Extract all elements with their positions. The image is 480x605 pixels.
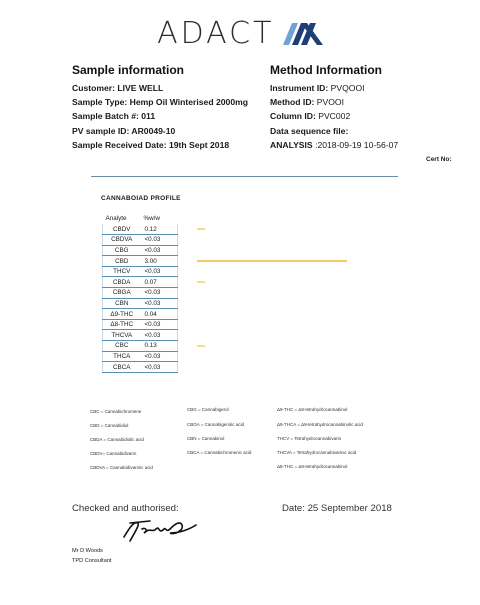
table-row bbox=[103, 351, 178, 362]
analyte-cell: THCVA bbox=[103, 330, 141, 341]
analyte-cell: CBDVA bbox=[103, 235, 141, 246]
legend-item: CBGA = Cannabigerolic acid bbox=[187, 422, 245, 427]
profile-bar bbox=[197, 260, 347, 262]
sample-info-heading: Sample information bbox=[72, 63, 185, 77]
checked-authorised-label: Checked and authorised: bbox=[72, 503, 179, 514]
adact-mark-icon bbox=[283, 23, 323, 45]
value-cell: <0.03 bbox=[141, 298, 178, 309]
legend-item: CBD = Cannabidiol bbox=[90, 423, 129, 428]
value-cell: <0.03 bbox=[141, 288, 178, 299]
analyte-cell: THCA bbox=[103, 351, 141, 362]
value-cell: <0.03 bbox=[141, 235, 178, 246]
table-row bbox=[103, 298, 178, 309]
value-cell: <0.03 bbox=[141, 319, 178, 330]
analyte-cell: Δ9-THC bbox=[103, 309, 141, 320]
analyte-header: Analyte bbox=[105, 215, 127, 222]
value-cell: 0.04 bbox=[141, 309, 178, 320]
analyte-cell: CBG bbox=[103, 245, 141, 256]
pv-sample-id-line: PV sample ID: AR0049-10 bbox=[72, 125, 176, 136]
method-info-heading: Method Information bbox=[270, 63, 382, 77]
data-sequence-line: Data sequence file: bbox=[270, 125, 349, 136]
table-row bbox=[103, 235, 178, 246]
ww-header: %w/w bbox=[143, 215, 160, 222]
legend-item: Δ9-THCA = Δ9-tetrahydrocannabinolic acid bbox=[277, 422, 363, 427]
value-cell: 0.07 bbox=[141, 277, 178, 288]
analyte-cell: THCV bbox=[103, 266, 141, 277]
legend-item: CBDA = Cannabidiolic acid bbox=[90, 437, 144, 442]
table-row bbox=[103, 309, 178, 320]
table-row bbox=[103, 277, 178, 288]
legend-item: CBCA = Cannabichromenic acid bbox=[187, 450, 252, 455]
column-id-line: Column ID: PVC002 bbox=[270, 111, 351, 122]
table-row bbox=[103, 245, 178, 256]
cannabinoid-profile-table bbox=[102, 213, 178, 373]
legend-item: CBC = Cannabichromene bbox=[90, 409, 142, 414]
analyte-cell: CBCA bbox=[103, 362, 141, 373]
value-cell: <0.03 bbox=[141, 266, 178, 277]
cert-no-label: Cert No: bbox=[426, 156, 452, 163]
table-row bbox=[103, 224, 178, 235]
customer-line: Customer: LIVE WELL bbox=[72, 83, 164, 93]
analyte-cell: CBN bbox=[103, 298, 141, 309]
table-row bbox=[103, 362, 178, 373]
table-row bbox=[103, 330, 178, 341]
legend-item: THCVA = Tetrahydrocannabivarinic acid bbox=[277, 450, 357, 455]
analysis-line: ANALYSIS :2018-09-19 10-56-07 bbox=[270, 139, 399, 150]
legend-item: CBN = Cannabinol bbox=[187, 436, 225, 441]
signature-icon bbox=[120, 515, 200, 545]
value-cell: <0.03 bbox=[141, 245, 178, 256]
legend-item: Δ8-THC = Δ8-tetrahydrocannabinol bbox=[277, 464, 348, 469]
table-row bbox=[103, 341, 178, 352]
table-header-row bbox=[103, 213, 178, 224]
profile-bar bbox=[197, 281, 205, 283]
instrument-id-line: Instrument ID: PVQOOI bbox=[270, 83, 365, 93]
sample-batch-line: Sample Batch #: 011 bbox=[72, 111, 156, 122]
method-id-line: Method ID: PVOOI bbox=[270, 97, 345, 108]
analyte-cell: CBC bbox=[103, 341, 141, 352]
legend-item: CBG = Cannabigerol bbox=[187, 407, 229, 412]
profile-bar bbox=[197, 228, 205, 230]
profile-bar bbox=[197, 345, 205, 347]
analyte-cell: CBDA bbox=[103, 277, 141, 288]
legend-item: Δ9-THC = Δ9-tetrahydrocannabinol bbox=[277, 407, 348, 412]
analyte-cell: Δ8-THC bbox=[103, 319, 141, 330]
table-row bbox=[103, 288, 178, 299]
table-row bbox=[103, 266, 178, 277]
profile-title: CANNABOIAD PROFILE bbox=[101, 195, 181, 202]
adact-logo bbox=[0, 16, 480, 51]
value-cell: <0.03 bbox=[141, 362, 178, 373]
divider-rule bbox=[91, 176, 398, 177]
value-cell: <0.03 bbox=[141, 351, 178, 362]
table-row bbox=[103, 319, 178, 330]
analyte-cell: CBDV bbox=[103, 224, 141, 235]
analyte-cell: CBGA bbox=[103, 288, 141, 299]
value-cell: <0.03 bbox=[141, 330, 178, 341]
received-date-line: Sample Received Date: 19th Sept 2018 bbox=[72, 139, 230, 150]
legend-item: CBDV= Cannabidivarin bbox=[90, 451, 137, 456]
sample-type-line: Sample Type: Hemp Oil Winterised 2000mg bbox=[72, 97, 248, 108]
method-information bbox=[270, 63, 470, 152]
value-cell: 3.00 bbox=[141, 256, 178, 267]
logo-text: ADACT bbox=[157, 16, 275, 51]
value-cell: 0.13 bbox=[141, 341, 178, 352]
legend-item: CBDVA = Cannabidivarinic acid bbox=[90, 465, 153, 470]
value-cell: 0.12 bbox=[141, 224, 178, 235]
authorised-date: Date: 25 September 2018 bbox=[282, 503, 392, 514]
signer-name: Mr D Woods bbox=[72, 548, 103, 554]
sample-information bbox=[72, 63, 272, 152]
analyte-cell: CBD bbox=[103, 256, 141, 267]
signer-title: TPD Consultant bbox=[72, 558, 112, 564]
table-row bbox=[103, 256, 178, 267]
legend-item: THCV = Tetrahydrocannabivarin bbox=[277, 436, 342, 441]
